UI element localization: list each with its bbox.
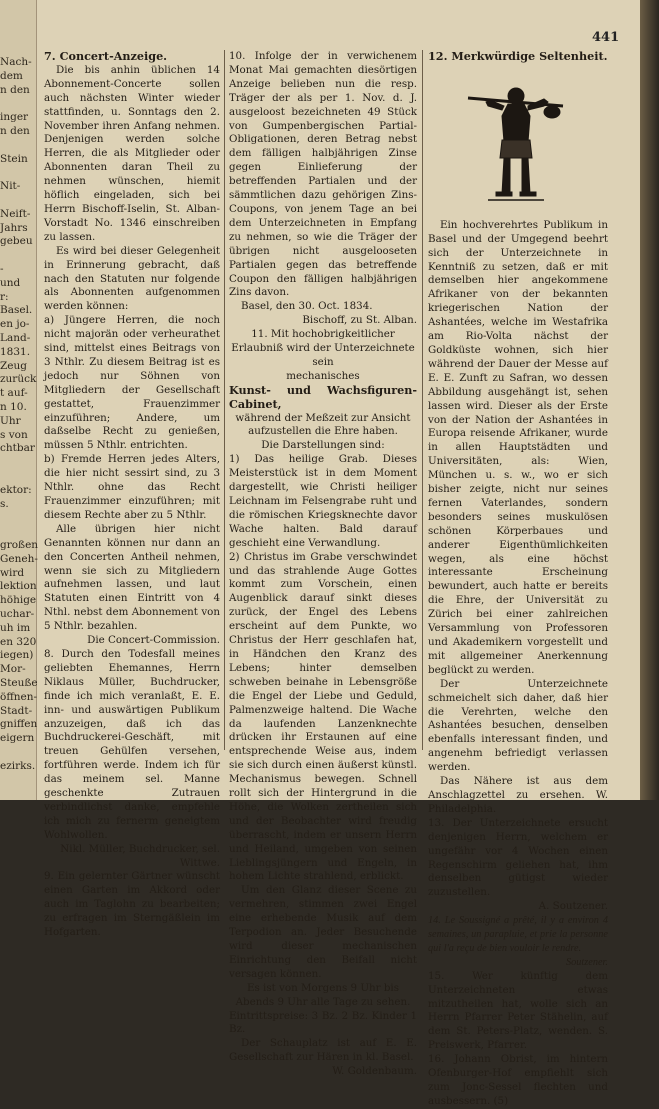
previous-page-fragment: zurück: [0, 373, 37, 386]
previous-page-fragment: lektion: [0, 580, 37, 593]
book-spine-shadow: [640, 0, 659, 800]
previous-page-fragment: eigern: [0, 732, 35, 745]
previous-page-fragment: n 10.: [0, 401, 27, 413]
previous-page-fragment: uh im: [0, 621, 31, 634]
previous-page-fragment: Uhr: [0, 414, 21, 427]
previous-page-fragment: n den: [0, 125, 30, 137]
notice-paragraph: 15. Wer künftig dem Unterzeichneten etwas mitzutheilen hat, wolle sich an Herrn Pfarrer Peter Stähelin, auf dem St. Peters-Platz, wenden. S. Preiswerk, Pfarrer.: [428, 969, 608, 1052]
notice-paragraph: 2) Christus im Grabe verschwindet und das strahlende Auge Gottes kommt zum Vorschein, einen Augenblick darauf sinkt dieses zurück, der Engel des Lebens erscheint auf dem Punkte, wo Christus der Herr geschlafen hat, in Händchen den Kranz des Lebens; hinter demselben schweben beinahe in Lebensgröße die Engel der Liebe und Geduld, Palmenzweige haltend. Die Wache da laufenden Lanzenknechte drücken ihr Erstaunen auf eine entsprechende Weise aus, indem sie sich durch einen äußerst künstl. Mechanismus bewegen. Schnell rollt sich der Hintergrund in die Höhe, die Wolken zertheilen sich und der Beobachter wird freudig überrascht, indem er unsern Herrn und Heiland, umgeben von seinen Lieblingsjüngern und Engeln, in hohem Lichte strahlend, erblickt.: [229, 550, 417, 883]
previous-page-fragment: Neift-: [0, 207, 31, 220]
previous-page-fragment: und: [0, 276, 21, 289]
previous-page-fragment: ezirks.: [0, 759, 36, 772]
notice-paragraph: b) Fremde Herren jedes Alters, die hier nicht sessirt sind, zu 3 Nthlr. ohne das Recht Frauenzimmer einzuführen; mit diesem Rechte aber zu 5 Nthlr.: [44, 453, 220, 521]
previous-page-fragment: Basel.: [0, 304, 33, 317]
previous-page-fragment: en 320: [0, 635, 37, 648]
notice-paragraph: Die Darstellungen sind:: [261, 439, 385, 452]
notice-paragraph: Um den Glanz dieser Scene zu vermehren, stimmen zwei Engel eine erhebende Musik auf dem Terpodion an. Jeder Besuchende wird dieser mechanischen Einrichtung den Beifall nicht versagen können.: [229, 884, 417, 980]
previous-page-fragment: gniffen: [0, 718, 38, 731]
notice-paragraph: Ein hochverehrtes Publikum in Basel und der Umgegend beehrt sich der Unterzeichnete in Kenntniß zu setzen, daß er mit demselben hier angekommene Afrikaner von der bekannten kriegerischen Nation der Ashantées, welche im Westafrika am Rio-Volta nächst der Goldküste wohnen, sich hier während der Dauer der Messe auf E. E. Zunft zu Safran, wo dessen Abbildung ausgehängt ist, sehen lassen wird. Dieser als der Erste von der Nation der Ashantées in Europa reisende Afrikaner, wurde in allen Hauptstädten und Universitäten, als: Wien, München u. s. w., wo er sich bisher zeigte, nicht nur seines fernen Vaterlandes, sondern besonders seines muskulösen schönen Körperbaues und anderer Eigenthümlichkeiten wegen, als eine höchst interessante Erscheinung bewundert, auch hatte er bereits die Ehre, der Universität zu Zürich bei einer zahlreichen Versammlung von Professoren und Akademikern vorgestellt und mit allgemeiner Anerkennung beglückt zu werden.: [428, 218, 608, 676]
notice-paragraph: a) Jüngere Herren, die noch nicht majorän oder verheurathet sind, mittelst eines Beitrags von 3 Nthlr. Zu diesem Beitrag ist es jedoch nur Söhnen von Mitgliedern der Gesellschaft gestattet, Frauenzimmer einzuführen; Andere, um daßselbe Recht zu genießen, müssen 5 Nthlr. entrichten.: [44, 314, 220, 452]
previous-page-fragment: s.: [0, 497, 9, 510]
previous-page-fragment: Steuße: [0, 677, 38, 689]
notice-paragraph: 12. Merkwürdige Seltenheit.: [428, 49, 608, 63]
previous-page-fragment: uchar-: [0, 608, 35, 620]
notice-paragraph: 8. Durch den Todesfall meines geliebten Ehemannes, Herrn Niklaus Müller, Buchdrucker, finde ich mich veranlaßt, E. E. inn- und auswärtigen Publikum anzuzeigen, daß ich das Buchdruckerei-Geschäft, mit treuen Gehülfen versehen, fortführen werde. Indem ich für das meinem sel. Manne geschenkte Zutrauen verbindlichst danke, empfehle ich mich zu fernerm geneigtem Wohlwollen.: [44, 647, 220, 841]
column-rule: [224, 50, 225, 750]
notice-paragraph: Eintrittspreise: 3 Bz. 2 Bz. Kinder 1 Bz.: [229, 1009, 417, 1036]
previous-page-fragment: -: [0, 263, 4, 275]
previous-page-fragment: Nach-: [0, 56, 32, 68]
notice-paragraph: 1) Das heilige Grab. Dieses Meisterstück ist in dem Moment dargestellt, wie Christi heiliger Leichnam im Felsengrabe ruht und die römischen Kriegsknechte davor Wache halten. Bald darauf geschieht eine Verwandlung.: [229, 453, 417, 549]
notice-paragraph: Soutzener.: [565, 956, 608, 968]
previous-page-fragment: r:: [0, 290, 9, 303]
previous-page-fragment: Land-: [0, 332, 31, 344]
notice-paragraph: 13. Der Unterzeichnete ersucht denjenigen Herrn, welchem er ungefähr vor 4 Wochen einen Regenschirm geliehen hat, ihm denselben gütigst wieder zuzustellen.: [428, 816, 608, 899]
previous-page-fragment: gebeu: [0, 235, 33, 248]
page-number: 441: [592, 30, 620, 45]
notice-paragraph: mechanisches: [286, 369, 360, 382]
previous-page-fragment: dem: [0, 69, 23, 82]
notice-paragraph: Die Concert-Commission.: [87, 634, 220, 647]
notice-paragraph: Das Nähere ist aus dem Anschlagzettel zu ersehen. W. Philadelphia.: [428, 775, 608, 815]
previous-page-fragment: inger: [0, 111, 29, 124]
previous-page-fragment: ektor:: [0, 483, 32, 496]
ashantee-warrior-woodcut: [428, 68, 604, 208]
notice-paragraph: Kunst- und Wachsfiguren-Cabinet,: [229, 382, 417, 411]
previous-page-fragment: Mor-: [0, 663, 26, 676]
notice-paragraph: 16. Johann Obrist, im hintern Ofenburger-Hof empfiehlt sich zum Jonc-Sessel flechten und ausbessern. (5): [428, 1053, 608, 1107]
previous-page-fragment: Zeug: [0, 359, 27, 372]
previous-page-fragment: wird: [0, 566, 25, 579]
notice-paragraph: 14. Le Soussigné a prêté, il y a environ 4 semaines, un parapluie, et prie la personne qui l'a reçu de bien vouloir le rendre.: [428, 915, 608, 954]
notice-paragraph: Es wird bei dieser Gelegenheit in Erinnerung gebracht, daß nach den Statuten nur folgende als Abonnenten aufgenommen werden können:: [44, 244, 220, 313]
previous-page-fragment: öffnen-: [0, 690, 38, 703]
notice-paragraph: Die bis anhin üblichen 14 Abonnement-Concerte sollen auch nächsten Winter wieder stattfinden, u. Sonntags den 2. November ihren Anfang nehmen. Denjenigen werden solche Herren, die als Mitglieder oder Abonnenten daran Theil zu nehmen wünschen, hiemit höflich eingeladen, sich bei Herrn Bischoff-Iselin, St. Alban-Vorstadt No. 1346 einschreiben zu lassen.: [44, 63, 220, 243]
previous-page-fragment: iegen): [0, 649, 34, 662]
previous-page-fragment: Geneh-: [0, 552, 38, 565]
notice-paragraph: 10. Infolge der in verwichenem Monat Mai gemachten diesörtigen Anzeige belieben nun die resp. Träger der als per 1. Nov. d. J. ausgeloost bezeichneten 49 Stück von Gumpenbergischen Partial-Obligationen, deren Betrag nebst dem fälligen halbjährigen Zinse gegen Einlieferung der betreffenden Partialen und der sämmtlichen dazu gehörigen Zins-Coupons, von jenem Tage an bei dem Unterzeichneten in Empfang zu nehmen, so wie die Träger der übrigen nicht ausgelooseten Partialen gegen das betreffende Coupon den fälligen halbjährigen Zins davon.: [229, 50, 417, 299]
previous-page-fragment: Stein: [0, 152, 28, 165]
notice-paragraph: 11. Mit hochobrigkeitlicher Erlaubniß wird der Unterzeichnete sein: [231, 328, 415, 368]
notice-paragraph: Der Schauplatz ist auf E. E. Gesellschaft zur Hären in kl. Basel.: [229, 1037, 417, 1064]
notice-paragraph: während der Meßzeit zur Ansicht aufzustellen die Ehre haben.: [235, 411, 411, 438]
notice-paragraph: Es ist von Morgens 9 Uhr bis Abends 9 Uhr alle Tage zu sehen.: [235, 981, 411, 1008]
previous-page-fragment: Nit-: [0, 180, 21, 193]
previous-page-edge: [0, 0, 37, 800]
previous-page-fragment: 1831.: [0, 345, 31, 358]
previous-page-fragment: s von: [0, 428, 28, 441]
previous-page-fragment: n den: [0, 83, 30, 96]
previous-page-fragment: Stadt-: [0, 704, 33, 717]
previous-page-fragment: en jo-: [0, 318, 30, 331]
notice-paragraph: 7. Concert-Anzeige.: [44, 49, 168, 63]
previous-page-fragment: großen: [0, 539, 39, 551]
notice-paragraph: Alle übrigen hier nicht Genannten können nur dann an den Concerten Antheil nehmen, wenn sie sich zu Mitgliedern aufnehmen lassen, und laut Statuten einen Eintritt von 4 Nthl. nebst dem Abonnement von 5 Nthlr. bezahlen.: [44, 522, 220, 633]
previous-page-fragment: höhige: [0, 594, 37, 607]
notice-paragraph: Der Unterzeichnete schmeichelt sich daher, daß hier die Verehrten, welche den Ashantées besuchen, denselben ebenfalls interessant finden, und angenehm befriedigt verlassen werden.: [428, 677, 608, 774]
notice-paragraph: A. Soutzener.: [538, 900, 608, 913]
notice-paragraph: W. Goldenbaum.: [332, 1065, 417, 1078]
notice-paragraph: Basel, den 30. Oct. 1834.: [241, 300, 373, 313]
column-right: [428, 49, 608, 1107]
column-rule: [422, 50, 423, 750]
notice-paragraph: 9. Ein gelernter Gärtner wünscht einen Garten im Akkord oder auch im Taglohn zu bearbeiten; zu erfragen im Sterngäßlein im Hofgarten.: [44, 870, 220, 939]
notice-paragraph: Bischoff, zu St. Alban.: [302, 314, 417, 327]
column-middle: [229, 50, 417, 1078]
previous-page-fragment: t auf-: [0, 387, 28, 400]
column-left: [44, 49, 220, 939]
previous-page-fragment: chtbar: [0, 442, 35, 455]
notice-paragraph: Nikl. Müller, Buchdrucker, sel. Wittwe.: [60, 842, 220, 869]
previous-page-fragment: Jahrs: [0, 221, 28, 234]
